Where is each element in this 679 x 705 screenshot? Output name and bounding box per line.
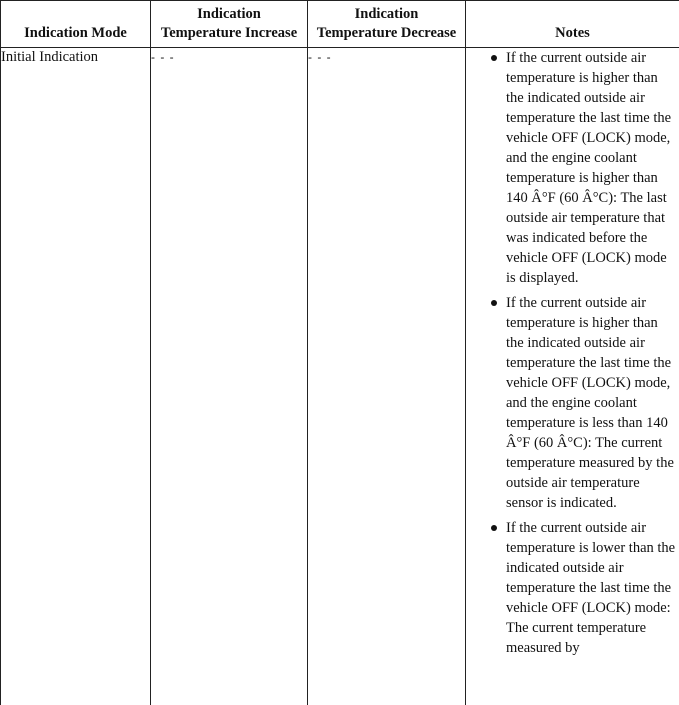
cell-indication-mode: Initial Indication bbox=[1, 48, 151, 705]
header-line-2: Temperature Increase bbox=[153, 24, 305, 43]
header-line-2: Notes bbox=[468, 24, 677, 43]
header-indication-mode bbox=[1, 1, 151, 48]
note-text: If the current outside air temperature is higher than the indicated outside air temperature the last time the vehicle OFF (LOCK) mode, and the engine coolant temperature is less than 140 Â°F (60 Â°C): The current temperature measured by the outside air temperature sensor is indicated. bbox=[506, 295, 674, 511]
table-header-row bbox=[1, 1, 679, 48]
header-line-1: Indication bbox=[310, 5, 463, 24]
list-item bbox=[466, 293, 679, 513]
cell-notes bbox=[466, 48, 679, 705]
header-line-2: Indication Mode bbox=[3, 24, 148, 43]
list-item bbox=[466, 518, 679, 658]
bullet-icon bbox=[491, 55, 497, 61]
header-line-1: Indication bbox=[153, 5, 305, 24]
header-line-2: Temperature Decrease bbox=[310, 24, 463, 43]
bullet-icon bbox=[491, 525, 497, 531]
notes-list bbox=[466, 48, 679, 658]
header-notes bbox=[466, 1, 679, 48]
cell-temperature-increase: - - - bbox=[151, 48, 308, 705]
list-item bbox=[466, 48, 679, 288]
header-temperature-increase bbox=[151, 1, 308, 48]
header-temperature-decrease bbox=[308, 1, 466, 48]
table-row bbox=[1, 48, 679, 705]
cell-temperature-decrease: - - - bbox=[308, 48, 466, 705]
note-text: If the current outside air temperature is lower than the indicated outside air temperature the last time the vehicle OFF (LOCK) mode: The current temperature measured by bbox=[506, 520, 675, 656]
note-text: If the current outside air temperature is higher than the indicated outside air temperature the last time the vehicle OFF (LOCK) mode, and the engine coolant temperature is higher than 140 Â°F (60 Â°C): The last outside air temperature that was indicated before the vehicle OFF (LOCK) mode is displayed. bbox=[506, 50, 671, 286]
bullet-icon bbox=[491, 300, 497, 306]
